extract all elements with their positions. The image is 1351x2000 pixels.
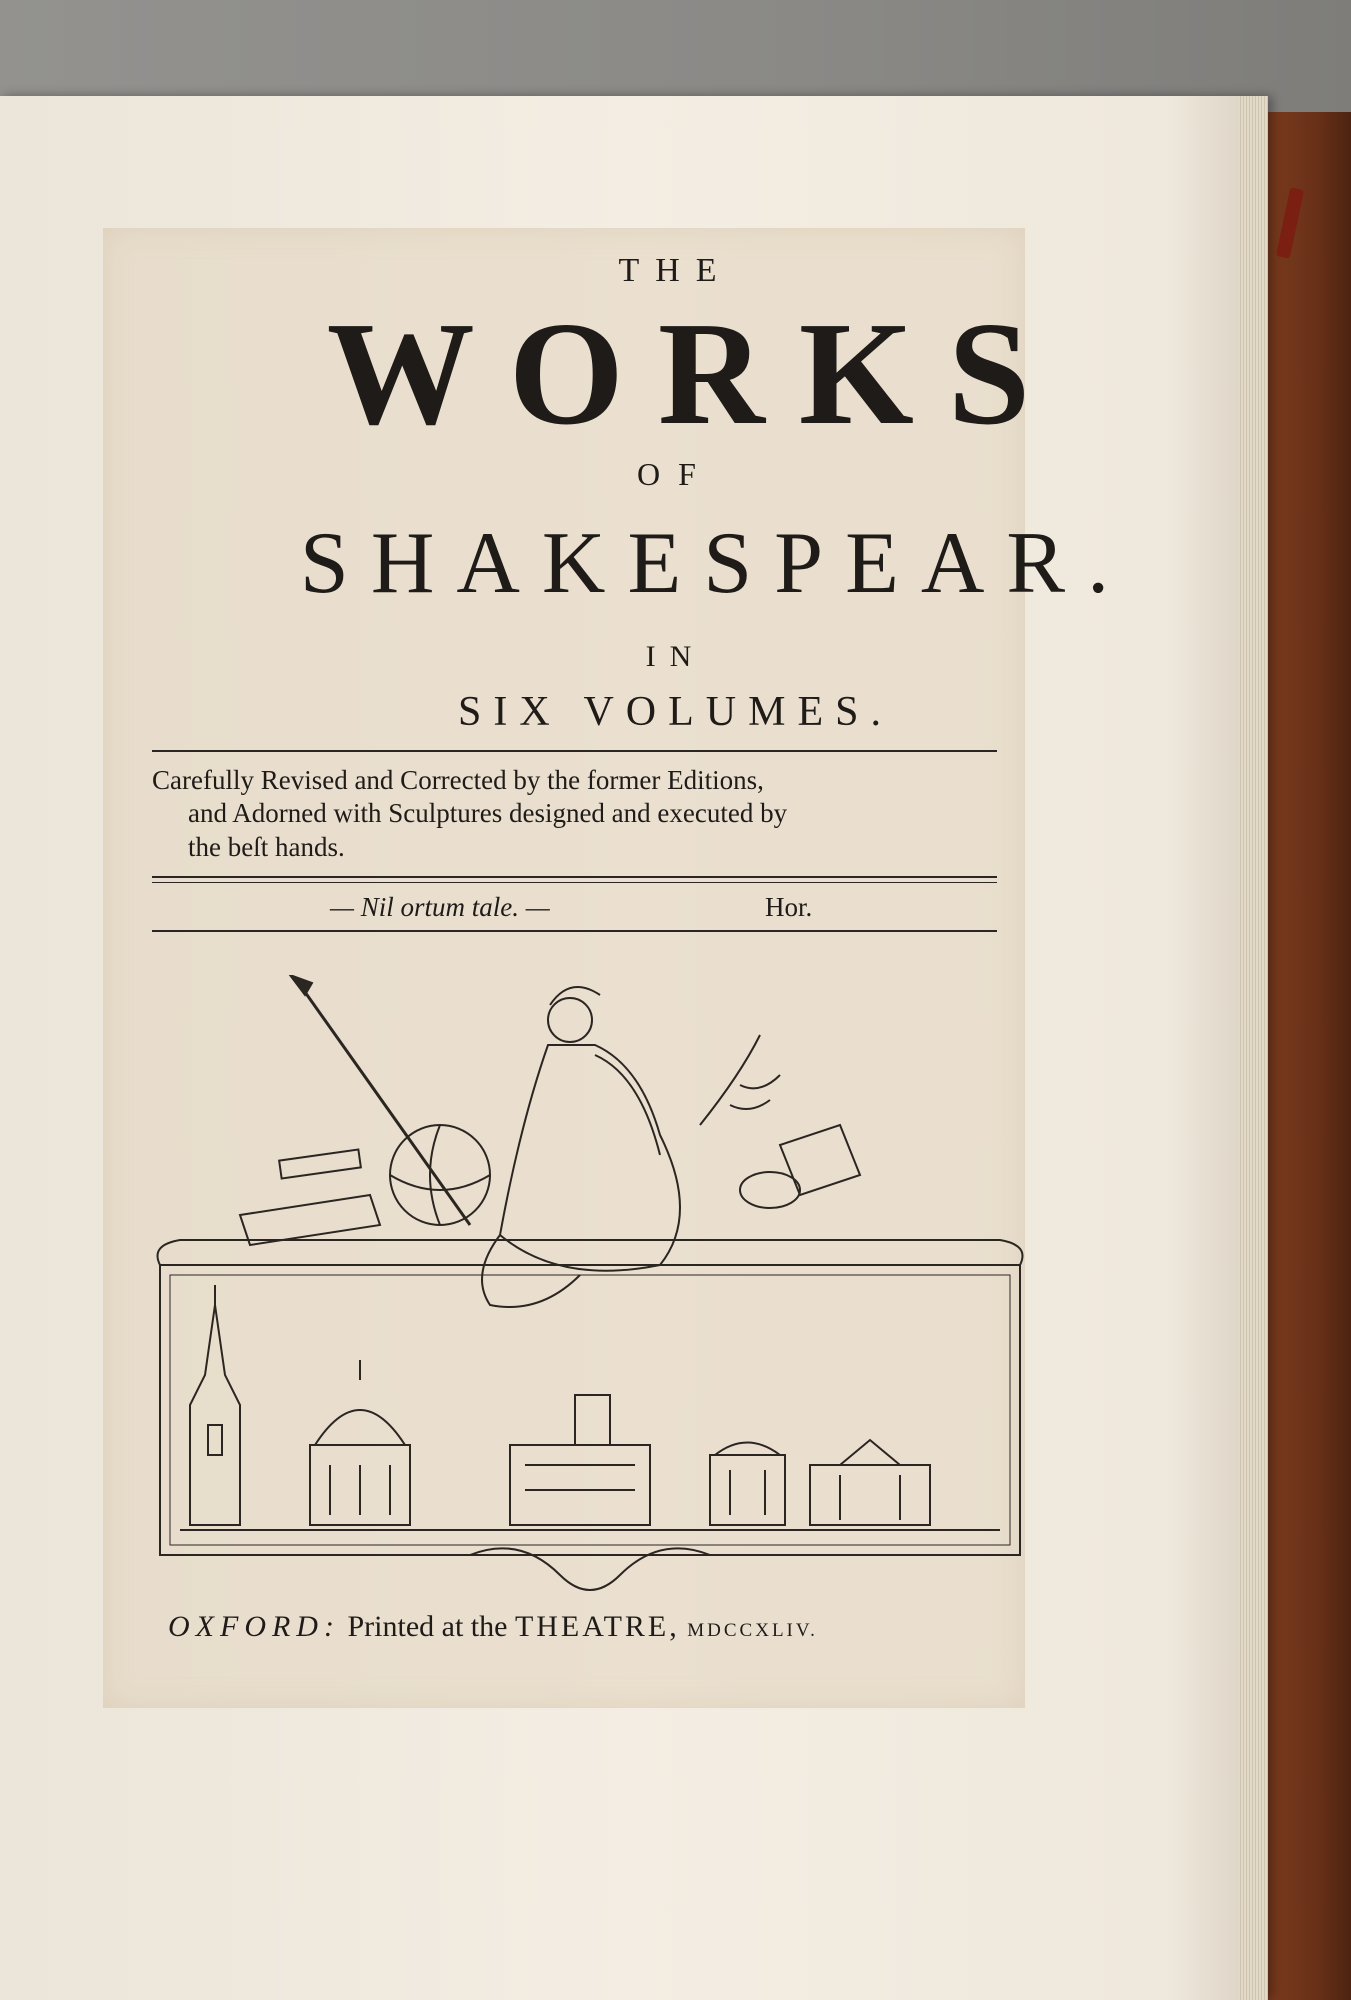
title-the: THE [618,252,733,289]
emblems-right [700,1035,860,1208]
emblems-left [240,1150,380,1245]
building-radcliffe-camera [310,1360,410,1525]
subtitle-line-1: Carefully Revised and Corrected by the former Editions, [152,765,764,795]
imprint-place: THEATRE, [514,1610,680,1643]
motto-attribution: Hor. [765,892,813,922]
figure-spear [290,975,470,1225]
building-theatre [710,1443,785,1526]
title-in: IN [645,640,706,673]
motto-quote: — Nil ortum tale. — [330,892,550,922]
imprint-line [168,1610,818,1644]
subtitle-block [152,764,997,864]
rule-top [152,750,997,752]
figure-britannia [482,987,680,1307]
title-volumes: SIX VOLUMES. [458,689,893,735]
title-works: WORKS [326,292,1065,456]
subtitle-line-2: and Adorned with Sculptures designed and executed by [188,798,788,829]
subtitle-line-3: the beſt hands. [188,831,345,862]
title-of: OF [637,456,714,492]
building-church-spire [190,1285,240,1525]
building-college-quad [510,1395,650,1525]
imprint-year: MDCCXLIV. [687,1620,818,1641]
title-author: SHAKESPEAR. [299,515,1132,612]
rule-middle-b [152,882,997,883]
globe [390,1125,490,1225]
imprint-printed: Printed at the [347,1610,508,1643]
vignette-frame [160,1265,1020,1555]
rule-bottom [152,930,997,932]
engraved-vignette [140,975,1040,1625]
rule-middle-a [152,876,997,878]
building-clarendon [810,1440,930,1525]
imprint-city: OXFORD: [168,1610,340,1643]
